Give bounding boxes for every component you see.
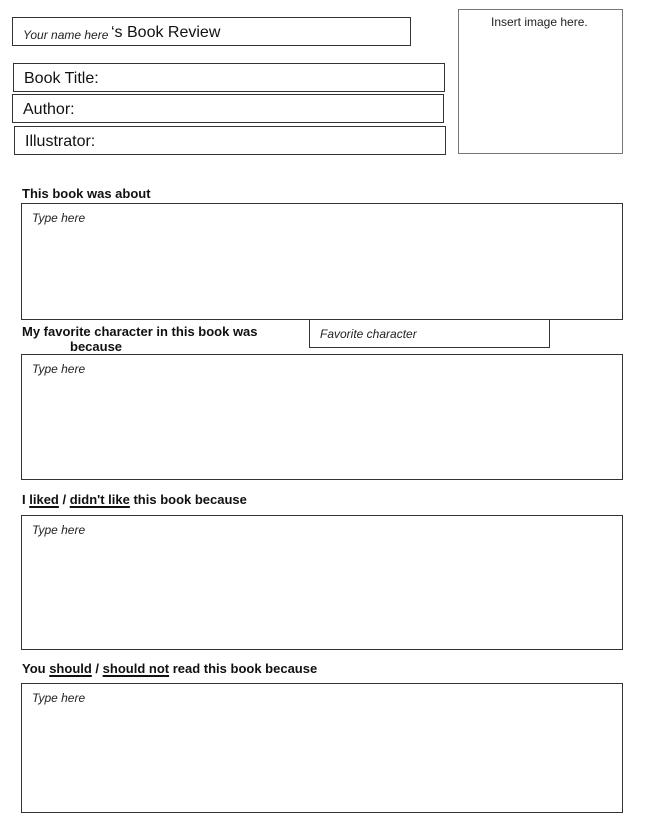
should-heading <box>22 661 317 676</box>
author-label: Author: <box>23 101 75 118</box>
should-not-option[interactable]: should not <box>102 661 170 676</box>
should-suffix: read this book because <box>169 661 318 676</box>
favorite-character-placeholder: Favorite character <box>320 327 417 341</box>
liked-textbox[interactable] <box>21 515 623 650</box>
book-title-field[interactable] <box>13 63 445 92</box>
favorite-heading-line1: My favorite character in this book was <box>22 324 258 339</box>
favorite-heading-line2: because <box>70 339 123 354</box>
illustrator-label: Illustrator: <box>25 133 96 150</box>
didnt-like-option[interactable]: didn't like <box>69 492 130 507</box>
should-option[interactable]: should <box>49 661 92 676</box>
liked-heading <box>22 492 247 507</box>
favorite-placeholder: Type here <box>32 362 86 376</box>
name-placeholder: Your name here <box>23 28 109 42</box>
image-placeholder-box[interactable] <box>458 9 623 154</box>
should-prefix: You <box>22 661 50 676</box>
liked-placeholder: Type here <box>32 523 86 537</box>
favorite-character-field[interactable] <box>309 319 550 348</box>
about-placeholder: Type here <box>32 211 86 225</box>
should-textbox[interactable] <box>21 683 623 813</box>
review-title-suffix: ‘s Book Review <box>111 24 221 41</box>
favorite-textbox[interactable] <box>21 354 623 480</box>
illustrator-field[interactable] <box>14 126 446 155</box>
about-heading: This book was about <box>22 186 151 201</box>
about-textbox[interactable] <box>21 203 623 320</box>
liked-suffix: this book because <box>129 492 247 507</box>
should-separator: / <box>91 661 103 676</box>
review-title-field[interactable] <box>12 17 411 46</box>
book-title-label: Book Title: <box>24 70 99 87</box>
liked-prefix: I <box>22 492 30 507</box>
image-placeholder-text: Insert image here. <box>491 15 588 29</box>
liked-option[interactable]: liked <box>29 492 59 507</box>
author-field[interactable] <box>12 94 444 123</box>
should-placeholder: Type here <box>32 691 86 705</box>
liked-separator: / <box>58 492 70 507</box>
